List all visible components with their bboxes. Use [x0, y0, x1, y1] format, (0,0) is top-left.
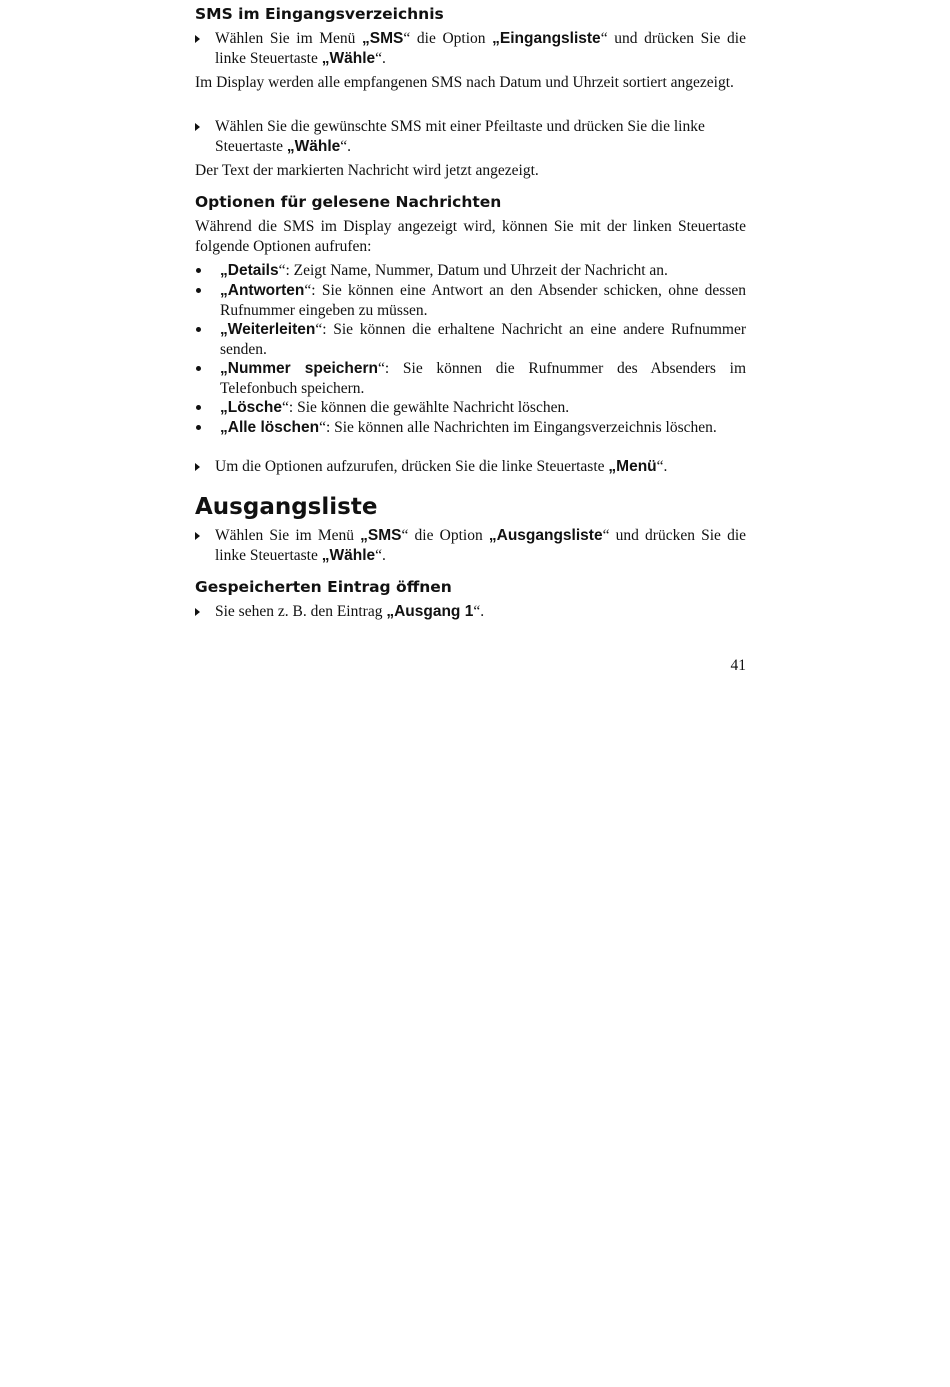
heading-outbox: Ausgangsliste	[195, 494, 378, 520]
step-see-entry: Sie sehen z. B. den Eintrag „Ausgang 1“.	[195, 602, 746, 622]
step-open-inbox: Wählen Sie im Menü „SMS“ die Option „Eingangsliste“ und drücken Sie die linke Steuertaste „Wähle“.	[195, 29, 746, 68]
page-number: 41	[730, 657, 746, 674]
bullet-dot-icon	[196, 405, 201, 410]
step-select-sms: Wählen Sie die gewünschte SMS mit einer Pfeiltaste und drücken Sie die linke Steuertaste „Wähle“.	[195, 117, 746, 156]
heading-open-entry: Gespeicherten Eintrag öffnen	[195, 578, 452, 596]
step-arrow-icon	[195, 35, 200, 43]
bullet-dot-icon	[196, 268, 201, 273]
bullet-loesche: „Lösche“: Sie können die gewählte Nachricht löschen.	[195, 398, 746, 418]
bullet-antworten: „Antworten“: Sie können eine Antwort an den Absender schicken, ohne dessen Rufnummer eingeben zu müssen.	[195, 281, 746, 320]
step-call-options: Um die Optionen aufzurufen, drücken Sie die linke Steuertaste „Menü“.	[195, 457, 746, 477]
step-arrow-icon	[195, 123, 200, 131]
bullet-dot-icon	[196, 366, 201, 371]
step-open-outbox: Wählen Sie im Menü „SMS“ die Option „Ausgangsliste“ und drücken Sie die linke Steuertaste „Wähle“.	[195, 526, 746, 565]
heading-sms-inbox: SMS im Eingangsverzeichnis	[195, 5, 444, 23]
paragraph-options-intro: Während die SMS im Display angezeigt wird, können Sie mit der linken Steuertaste folgende Optionen aufrufen:	[195, 218, 746, 255]
step-arrow-icon	[195, 532, 200, 540]
step-arrow-icon	[195, 608, 200, 616]
paragraph-sorted-display: Im Display werden alle empfangenen SMS nach Datum und Uhrzeit sortiert angezeigt.	[195, 74, 734, 91]
bullet-details: „Details“: Zeigt Name, Nummer, Datum und Uhrzeit der Nachricht an.	[195, 261, 746, 281]
paragraph-text-shown: Der Text der markierten Nachricht wird jetzt angezeigt.	[195, 162, 539, 179]
heading-read-options: Optionen für gelesene Nachrichten	[195, 193, 502, 211]
bullet-alle-loeschen: „Alle löschen“: Sie können alle Nachrichten im Eingangsverzeichnis löschen.	[195, 418, 746, 438]
bullet-nummer-speichern: „Nummer speichern“: Sie können die Rufnummer des Absenders im Telefonbuch speichern.	[195, 359, 746, 398]
step-arrow-icon	[195, 463, 200, 471]
bullet-dot-icon	[196, 288, 201, 293]
bullet-weiterleiten: „Weiterleiten“: Sie können die erhaltene Nachricht an eine andere Rufnummer senden.	[195, 320, 746, 359]
bullet-dot-icon	[196, 425, 201, 430]
bullet-dot-icon	[196, 327, 201, 332]
